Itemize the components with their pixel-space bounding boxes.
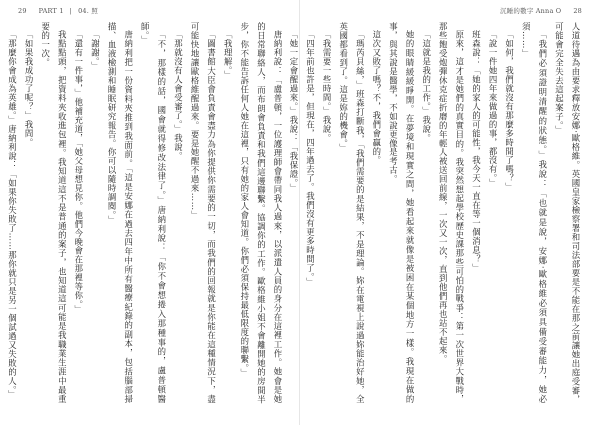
paragraph: 我點點頭，把資料夾收進包裡。我知道這不是普通的案子，也知道這可能是我職業生涯中最重要的一次。 bbox=[40, 22, 68, 404]
paragraph: 「我理解。」 bbox=[223, 30, 234, 81]
left-page bbox=[7, 22, 286, 407]
paragraph: 「我們必須證明清醒的狀態。」我說：「也就是說，安娜‧歐格維必須具備受審能力，她必須……」 bbox=[521, 22, 548, 404]
paragraph: 「如何，我們就沒有那麼多時間了嗎？」 bbox=[504, 30, 515, 193]
paragraph: 「圖書館大臣會負責會盡力為你提供你需要的一切，而我們的回報就是你能在這種情況下，盡可能快地讓歐格維醒過來。要是她醒不過來……」 bbox=[190, 22, 217, 404]
paragraph: 她的眼睛緩緩睜開。在夢境和現實之間，她看起來就像是被困在某個地方一樣。我現在做的事，與其說是醫學，不如說更像是考古。 bbox=[388, 22, 416, 404]
paragraph: 「瑪芮貝絲，」班森打斷我，「我們需要的是結果，不是理論。妳在電視上說過妳能治好她，全英國都看到了。這是妳的機會。」 bbox=[338, 22, 366, 404]
paragraph: 唐納利把一份資料夾推到我面前。「這是安娜在過去四年中所有醫療紀錄的副本，包括腦部掃描、血液檢測和睡眠研究報告。你可以隨時調閱。」 bbox=[107, 22, 134, 404]
paragraph: 人道待遇為由要求釋放安娜‧歐格維。英國皇家檢察署和司法部要是不能在那之前讓她出庭受審，可能會完全失去這起案子。」 bbox=[554, 22, 581, 404]
chapter-label: 04. 照 bbox=[78, 7, 98, 15]
paragraph: 「我需要一些時間。」我說。 bbox=[322, 30, 333, 144]
paragraph: 「那麼你會成為英雄。」唐納利說：「如果你失敗了……那你就只是另一個試過又失敗的人。」 bbox=[7, 30, 18, 400]
paragraph: 「如果我成功了呢？」我問。 bbox=[24, 30, 35, 148]
paragraph: 唐納利說：「盧普頓，一位護理師會帶同我人過來，以派遣人員的身分在這裡工作。她會是她的日常聯絡人，而布朗會負責和我們這邊聯繫。協調你的工作。歐格維小姐不會離開她的房間半步，你不能告訴任何人她在這裡，只有她的家人會知道。你們必須保持最低限度的聯繫。」 bbox=[239, 22, 283, 404]
paragraph: 「謝謝。」 bbox=[90, 30, 101, 72]
paragraph: 「這就是我的工作。」我說。 bbox=[421, 30, 432, 144]
paragraph: 這次又敗了嗎？不，我們會贏的。 bbox=[371, 30, 382, 166]
paragraph: 「說一件她四年來做過的事，都沒有。」 bbox=[488, 30, 499, 189]
paragraph: 「還有一件事，」他補充道，「她父母想見你。他們今晚會在那裡等你。」 bbox=[73, 30, 84, 315]
paragraph: 「不，那樣的話，國會就得修改法律了。」唐納利說：「你不會想捲入那種事的，盧普頓醫師。」 bbox=[140, 22, 167, 404]
right-page-text bbox=[288, 22, 584, 404]
right-page-header bbox=[500, 6, 582, 15]
paragraph: 「那就沒有人會受審了。」我說。 bbox=[173, 30, 184, 162]
paragraph: 原來，這才是她們的真實目的。我突然想起學校歷史課那些可怕的戰爭：第一次世界大戰時，那些飽受炮彈休克症折磨的年輕人被送回前線，一次又一次，直到他們再也站不起來。 bbox=[438, 22, 465, 404]
part-label: PART 1 bbox=[38, 7, 64, 15]
left-page-number: 29 bbox=[18, 7, 27, 15]
right-page-number: 28 bbox=[573, 7, 582, 15]
paragraph: 「她一定會醒過來。」我說：「我保證。」 bbox=[288, 30, 299, 193]
paragraph: 「四年前也許是，但現在，四年過去了。我們沒有更多時間了。」 bbox=[305, 30, 316, 287]
left-page-header: 29 PART 1 | 04. 照 bbox=[18, 7, 98, 15]
book-title: 沉睡的數字 Anna O bbox=[500, 7, 562, 15]
left-page-text bbox=[7, 22, 286, 404]
paragraph: 班森說：「她的家人的可能性，我今天一直在等一個消息？」 bbox=[471, 30, 482, 274]
right-page bbox=[288, 22, 584, 407]
